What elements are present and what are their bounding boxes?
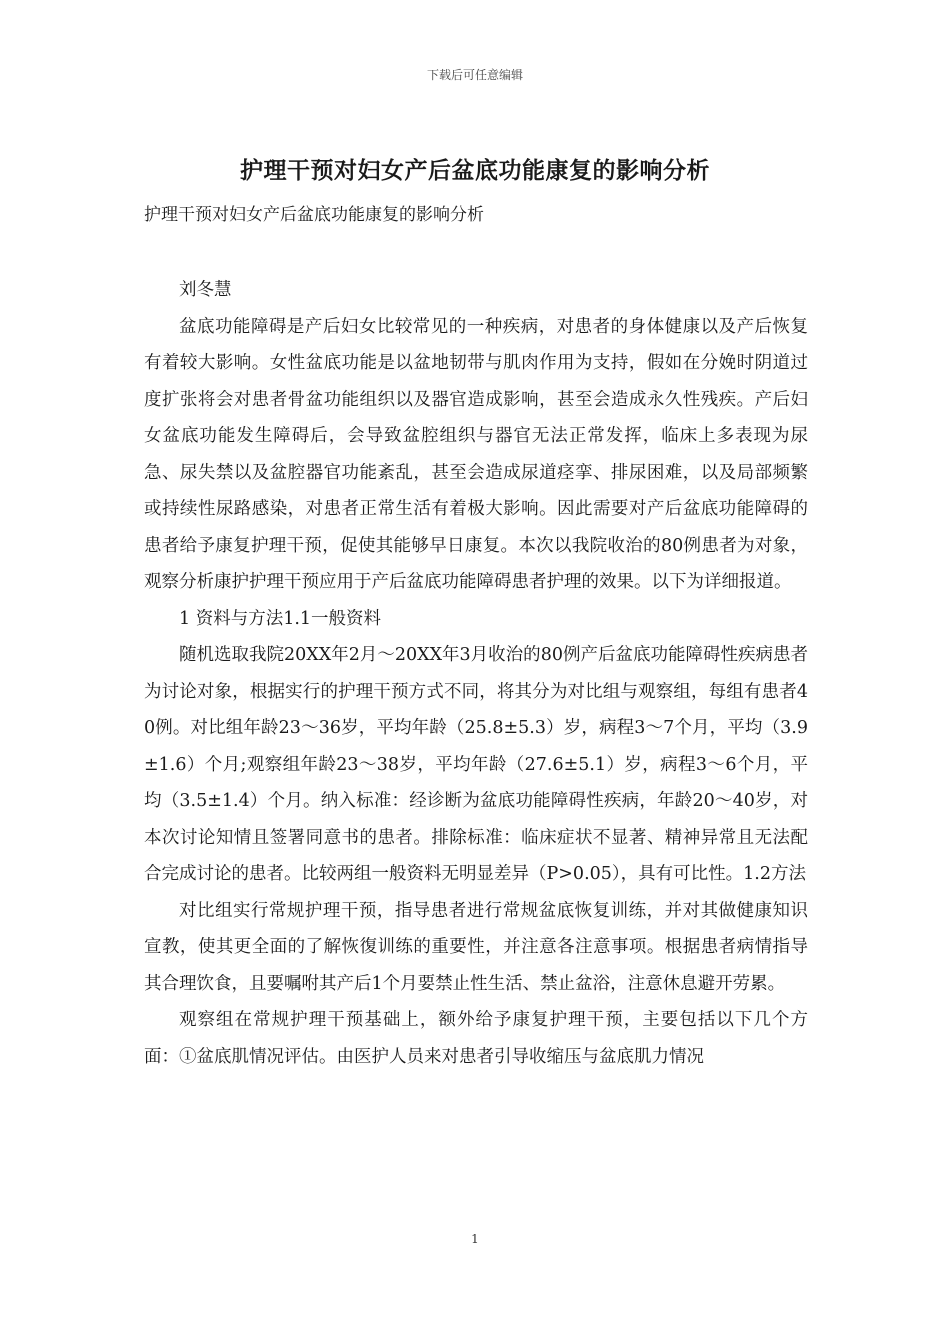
paragraph-observation-group: 观察组在常规护理干预基础上，额外给予康复护理干预，主要包括以下几个方面：①盆底肌情况评估。由医护人员来对患者引导收缩压与盆底肌力情况: [144, 1010, 808, 1067]
author-name: 刘冬慧: [179, 280, 232, 300]
section-heading-materials: 1 资料与方法1.1一般资料: [179, 608, 382, 629]
document-title: 护理干预对妇女产后盆底功能康复的影响分析: [240, 157, 710, 184]
document-body: [144, 272, 808, 1075]
paragraph-intro: 盆底功能障碍是产后妇女比较常见的一种疾病，对患者的身体健康以及产后恢复有着较大影响。女性盆底功能是以盆地韧带与肌肉作用为支持，假如在分娩时阴道过度扩张将会对患者骨盆功能组织以及器官造成影响，甚至会造成永久性残疾。产后妇女盆底功能发生障碍后，会导致盆腔组织与器官无法正常发挥，临床上多表现为尿急、尿失禁以及盆腔器官功能紊乱，甚至会造成尿道痉挛、排尿困难，以及局部频繁或持续性尿路感染，对患者正常生活有着极大影响。因此需要对产后盆底功能障碍的患者给予康复护理干预，促使其能够早日康复。本次以我院收治的80例患者为对象，观察分析康护护理干预应用于产后盆底功能障碍患者护理的效果。以下为详细报道。: [144, 316, 808, 592]
document-subtitle: 护理干预对妇女产后盆底功能康复的影响分析: [144, 205, 484, 225]
header-note: 下载后可任意编辑: [426, 68, 523, 82]
paragraph-general-data: 随机选取我院20XX年2月～20XX年3月收治的80例产后盆底功能障碍性疾病患者为讨论对象，根据实行的护理干预方式不同，将其分为对比组与观察组，每组有患者40例。对比组年龄23～36岁，平均年龄（25.8±5.3）岁，病程3～7个月，平均（3.9±1.6）个月;观察组年龄23～38岁，平均年龄（27.6±5.1）岁，病程3～6个月，平均（3.5±1.4）个月。纳入标准：经诊断为盆底功能障碍性疾病，年龄20～40岁，对本次讨论知情且签署同意书的患者。排除标准：临床症状不显著、精神异常且无法配合完成讨论的患者。比较两组一般资料无明显差异（P>0.05），具有可比性。1.2方法: [144, 645, 808, 884]
page-number: 1: [471, 1232, 479, 1246]
paragraph-control-group: 对比组实行常规护理干预，指导患者进行常规盆底恢复训练，并对其做健康知识宣教，使其更全面的了解恢復训练的重要性，并注意各注意事项。根据患者病情指导其合理饮食，且要嘱咐其产后1个月要禁止性生活、禁止盆浴，注意休息避开劳累。: [144, 900, 808, 994]
